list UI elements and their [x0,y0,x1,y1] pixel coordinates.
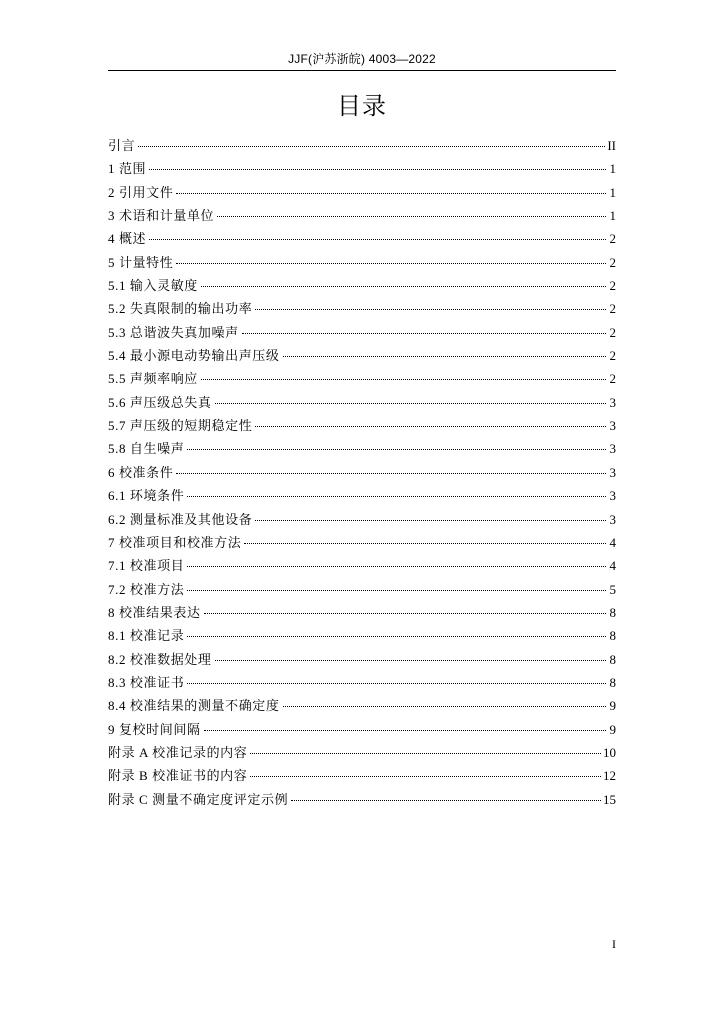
toc-entry-page: 3 [609,464,616,480]
toc-entry-label: 2 引用文件 [108,184,174,200]
toc-entry[interactable] [108,788,616,811]
toc-entry-label: 6.2 测量标准及其他设备 [108,511,253,527]
toc-entry[interactable] [108,578,616,601]
toc-entry[interactable] [108,251,616,274]
toc-entry-label: 引言 [108,138,136,153]
toc-entry-page: 12 [603,768,616,784]
toc-entry[interactable] [108,531,616,554]
toc-entry-label: 5 计量特性 [108,254,174,270]
toc-dot-leader [176,192,606,194]
toc-entry-label: 附录 B 校准证书的内容 [108,768,248,784]
toc-entry[interactable] [108,227,616,250]
toc-entry-page: 15 [603,791,616,807]
toc-entry-page: 8 [609,674,616,690]
toc-entry-page: 1 [609,184,616,200]
toc-dot-leader [176,472,606,474]
toc-entry[interactable] [108,484,616,507]
toc-entry-label: 5.2 失真限制的输出功率 [108,301,253,317]
toc-dot-leader [215,659,607,661]
toc-entry[interactable] [108,764,616,787]
toc-dot-leader [187,635,606,637]
toc-entry-page: 2 [609,301,616,317]
toc-entry-label: 8.4 校准结果的测量不确定度 [108,698,280,714]
toc-entry[interactable] [108,204,616,227]
table-of-contents [108,134,616,811]
toc-entry-page: 1 [609,161,616,177]
toc-entry-label: 8.2 校准数据处理 [108,651,212,667]
toc-entry[interactable] [108,741,616,764]
toc-entry-page: 2 [609,231,616,247]
toc-entry-label: 7.1 校准项目 [108,558,185,574]
toc-entry-page: 4 [609,534,616,550]
toc-entry[interactable] [108,671,616,694]
toc-entry-label: 5.1 输入灵敏度 [108,278,198,294]
toc-entry-page: 8 [609,604,616,620]
toc-entry-page: 2 [609,254,616,270]
toc-dot-leader [283,705,606,707]
toc-dot-leader [201,378,606,380]
toc-dot-leader [187,565,606,567]
toc-entry-label: 8 校准结果表达 [108,604,201,620]
toc-entry-label: 5.8 自生噪声 [108,441,185,457]
toc-entry[interactable] [108,601,616,624]
header-rule [108,70,616,71]
toc-dot-leader [187,589,606,591]
toc-dot-leader [201,285,606,287]
toc-dot-leader [149,238,606,240]
toc-entry-page: 3 [609,488,616,504]
toc-entry-label: 1 范围 [108,161,147,177]
toc-entry-page: 2 [609,278,616,294]
toc-entry-label: 4 概述 [108,231,147,247]
toc-entry-label: 5.7 声压级的短期稳定性 [108,418,253,434]
toc-entry[interactable] [108,554,616,577]
toc-entry[interactable] [108,624,616,647]
toc-dot-leader [204,729,606,731]
toc-dot-leader [255,308,606,310]
toc-entry[interactable] [108,461,616,484]
toc-entry-label: 7 校准项目和校准方法 [108,534,242,550]
toc-entry-page: 3 [609,394,616,410]
toc-entry[interactable] [108,694,616,717]
toc-dot-leader [204,612,606,614]
toc-dot-leader [283,355,606,357]
toc-entry-label: 5.6 声压级总失真 [108,394,212,410]
toc-entry-label: 6 校准条件 [108,464,174,480]
toc-dot-leader [187,448,606,450]
toc-entry-page: 9 [609,698,616,714]
toc-entry-page: 8 [609,651,616,667]
toc-entry[interactable] [108,297,616,320]
toc-entry-label: 7.2 校准方法 [108,581,185,597]
toc-dot-leader [250,752,601,754]
toc-dot-leader [244,542,606,544]
toc-entry-label: 附录 C 测量不确定度评定示例 [108,791,289,807]
toc-dot-leader [138,145,605,147]
toc-entry[interactable] [108,344,616,367]
page-number: I [612,937,616,951]
toc-entry-page: 3 [609,418,616,434]
toc-entry-page: 3 [609,441,616,457]
toc-entry-label: 9 复校时间间隔 [108,721,201,737]
toc-entry-label: 6.1 环境条件 [108,488,185,504]
toc-entry-page: 5 [609,581,616,597]
page-title: 目录 [337,92,387,120]
toc-entry[interactable] [108,414,616,437]
toc-entry[interactable] [108,437,616,460]
toc-entry[interactable] [108,648,616,671]
toc-dot-leader [149,168,606,170]
toc-entry-label: 5.5 声频率响应 [108,371,198,387]
toc-entry[interactable] [108,157,616,180]
toc-dot-leader [187,495,606,497]
toc-dot-leader [187,682,606,684]
toc-entry-label: 附录 A 校准记录的内容 [108,744,248,760]
toc-dot-leader [242,332,606,334]
toc-entry[interactable] [108,321,616,344]
toc-entry[interactable] [108,274,616,297]
toc-entry-page: 1 [609,208,616,224]
toc-dot-leader [176,262,606,264]
page-header: JJF(沪苏浙皖) 4003—2022 [288,52,436,66]
toc-entry-page: 2 [609,348,616,364]
toc-entry[interactable] [108,391,616,414]
toc-entry-page: 3 [609,511,616,527]
toc-dot-leader [217,215,606,217]
toc-dot-leader [215,402,607,404]
toc-entry-label: 5.3 总谐波失真加噪声 [108,324,239,340]
toc-dot-leader [291,799,601,801]
toc-entry-page: 2 [609,371,616,387]
toc-entry-label: 8.1 校准记录 [108,628,185,644]
toc-entry[interactable] [108,718,616,741]
toc-entry[interactable] [108,181,616,204]
toc-dot-leader [255,519,606,521]
toc-entry-label: 5.4 最小源电动势输出声压级 [108,348,280,364]
toc-entry-page: II [607,138,616,153]
toc-entry[interactable] [108,134,616,157]
toc-entry-page: 4 [609,558,616,574]
toc-entry[interactable] [108,367,616,390]
toc-entry-page: 10 [603,744,616,760]
toc-entry-label: 8.3 校准证书 [108,674,185,690]
toc-entry-page: 8 [609,628,616,644]
toc-dot-leader [250,775,601,777]
toc-entry[interactable] [108,508,616,531]
toc-entry-page: 9 [609,721,616,737]
toc-entry-page: 2 [609,324,616,340]
toc-dot-leader [255,425,606,427]
toc-entry-label: 3 术语和计量单位 [108,208,215,224]
